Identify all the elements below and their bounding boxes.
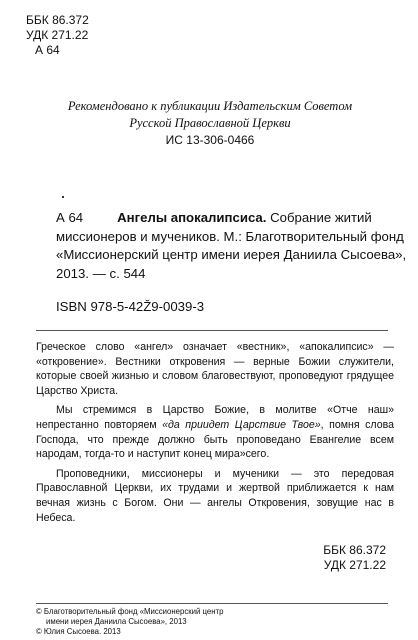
copyright-block (36, 607, 223, 637)
annotation-paragraph-1: Греческое слово «ангел» означает «вестник», «апокалипсис» — «откровение». Вестники откровения — верные Божии служители, которые своей жизнью и словом благовествуют, проповедуют грядущее Царство Христа. (36, 341, 394, 397)
annotation-p2-end: , помня слова Господа, что прежде должно быть проповедано Евангелие всем народам, тогда-то и наступит конец мира»сего. (36, 418, 394, 461)
book-title: Ангелы апокалипсиса. (117, 210, 267, 225)
bib-line-2: миссионеров и мучеников. М.: Благотворительный фонд (56, 228, 404, 244)
annotation-p2-start: Мы стремимся в Царство Божие, в молитве «Отче наш» непрестанно повторяем (36, 404, 394, 431)
bib-line-4: 2013. — с. 544 (56, 265, 146, 281)
classification-bottom (323, 543, 386, 573)
annotation-p2-quote: «да приидет Царствие Твое» (162, 418, 321, 431)
divider-top (36, 330, 388, 331)
bib-line-3: «Миссионерский центр имени иерея Даниила Сысоева», (56, 247, 407, 262)
author-mark: А 64 (35, 43, 60, 57)
classification-block (26, 13, 89, 58)
udk-code: УДК 271.22 (26, 28, 89, 42)
copyright-line-3: © Юлия Сысоева. 2013 (36, 627, 121, 636)
bibliographic-entry (56, 209, 407, 283)
bib-author-mark: А 64 (56, 210, 84, 225)
divider-bottom (36, 603, 388, 604)
bbk-code: ББК 86.372 (26, 13, 89, 27)
bib-line-1: Собрание житий (266, 210, 372, 225)
copyright-line-1: © Благотворительный фонд «Миссионерский центр (36, 607, 224, 616)
publication-approval (40, 98, 380, 149)
annotation-paragraph-2 (36, 403, 394, 461)
approval-line-1: Рекомендовано к публикации Издательским Советом (67, 99, 353, 113)
udk-code-bottom: УДК 271.22 (323, 558, 386, 572)
stray-mark (62, 196, 64, 198)
approval-line-2: Русской Православной Церкви (129, 116, 291, 130)
annotation (36, 340, 394, 530)
copyright-line-2: имени иерея Даниила Сысоева», 2013 (46, 617, 187, 626)
bbk-code-bottom: ББК 86.372 (323, 543, 386, 557)
approval-number: ИС 13-306-0466 (165, 133, 255, 147)
annotation-paragraph-3: Проповедники, миссионеры и мученики — это передовая Православной Церкви, их трудами и жертвой приближается к нам вечная жизнь с Богом. Они — ангелы Откровения, зовущие нас в Небеса. (36, 467, 394, 524)
isbn: ISBN 978-5-42Ž9-0039-3 (56, 299, 205, 314)
